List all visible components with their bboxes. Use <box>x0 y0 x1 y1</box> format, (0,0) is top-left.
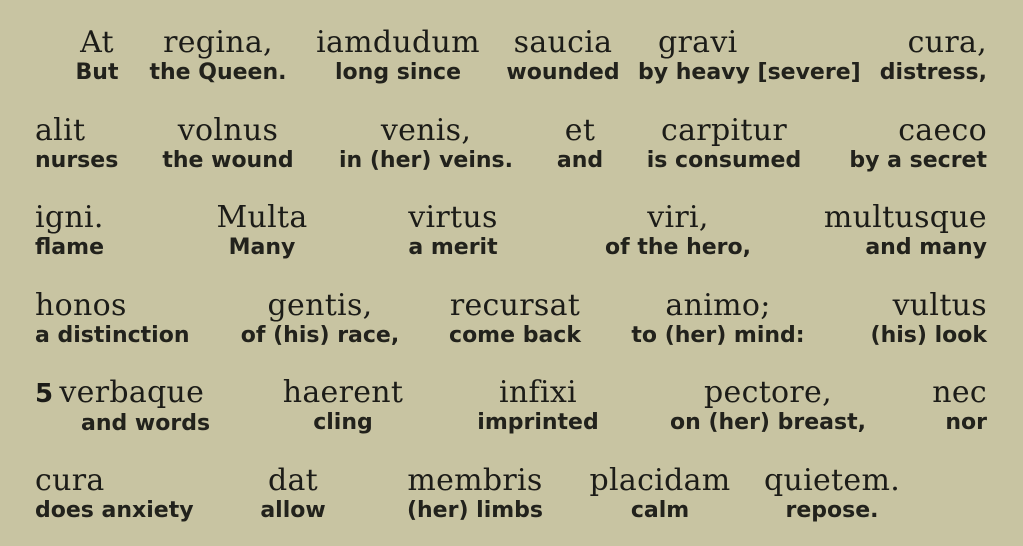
latin-word: carpitur <box>661 113 787 148</box>
word-pair <box>150 26 287 86</box>
word-pair <box>880 26 987 86</box>
word-pair <box>35 289 189 349</box>
word-pair <box>35 114 118 174</box>
word-pair <box>557 114 603 174</box>
english-gloss: distress, <box>879 60 987 85</box>
verse-line-4 <box>0 289 1023 359</box>
english-gloss: nor <box>945 410 987 435</box>
english-gloss: nurses <box>35 148 119 173</box>
english-gloss: is consumed <box>646 148 802 173</box>
word-pair <box>647 114 801 174</box>
line-number: 5 <box>35 379 54 409</box>
verse-line-6 <box>0 464 1023 534</box>
word-pair <box>216 201 307 261</box>
latin-word: cura, <box>907 25 987 60</box>
latin-word: igni. <box>35 200 104 235</box>
latin-word: virtus <box>408 200 498 235</box>
latin-word-with-line-number <box>35 376 210 411</box>
english-gloss: by heavy [severe] <box>638 60 861 85</box>
latin-word: Multa <box>216 200 308 235</box>
word-pair <box>283 376 404 436</box>
verse-line-5 <box>0 376 1023 446</box>
english-gloss: But <box>75 60 119 85</box>
latin-word: regina, <box>163 25 273 60</box>
latin-word: verbaque <box>59 375 205 410</box>
word-pair <box>849 114 987 174</box>
word-pair <box>764 464 900 524</box>
latin-word: dat <box>267 463 319 498</box>
english-gloss: and many <box>865 235 987 260</box>
latin-word: caeco <box>898 113 987 148</box>
word-pair <box>670 376 866 436</box>
latin-word: placidam <box>589 463 731 498</box>
english-gloss: repose. <box>785 498 879 523</box>
latin-word: saucia <box>513 25 613 60</box>
latin-word: gentis, <box>267 288 373 323</box>
word-pair <box>316 26 480 86</box>
word-pair <box>35 376 210 437</box>
english-gloss: the Queen. <box>149 60 287 85</box>
word-pair <box>932 376 987 436</box>
english-gloss: allow <box>260 498 326 523</box>
word-pair <box>638 26 861 86</box>
english-gloss: (her) limbs <box>406 498 544 523</box>
word-pair <box>339 114 513 174</box>
word-pair <box>449 289 581 349</box>
latin-word: infixi <box>499 375 577 410</box>
word-pair <box>605 201 751 261</box>
english-gloss: of (his) race, <box>240 323 400 348</box>
latin-word: honos <box>35 288 127 323</box>
english-gloss: wounded <box>506 60 620 85</box>
latin-word: animo; <box>665 288 771 323</box>
latin-word: membris <box>407 463 543 498</box>
latin-word: cura <box>35 463 105 498</box>
latin-word: recursat <box>449 288 581 323</box>
word-pair <box>824 201 987 261</box>
english-gloss: on (her) breast, <box>670 410 866 435</box>
latin-word: venis, <box>380 113 472 148</box>
word-pair <box>35 464 194 524</box>
latin-word: multusque <box>823 200 987 235</box>
latin-word: volnus <box>177 113 279 148</box>
english-gloss: calm <box>630 498 690 523</box>
word-pair <box>35 201 104 261</box>
word-pair <box>260 464 325 524</box>
word-pair <box>506 26 619 86</box>
word-pair <box>871 289 987 349</box>
word-pair <box>477 376 598 436</box>
english-gloss: come back <box>449 323 581 348</box>
english-gloss: Many <box>228 235 296 260</box>
latin-word: viri, <box>647 200 709 235</box>
latin-word: et <box>564 113 596 148</box>
english-gloss: does anxiety <box>35 498 194 523</box>
english-gloss: by a secret <box>849 148 987 173</box>
word-pair <box>407 464 543 524</box>
latin-word: vultus <box>892 288 987 323</box>
latin-word: At <box>80 25 114 60</box>
english-gloss: cling <box>313 410 373 435</box>
latin-word: gravi <box>658 25 738 60</box>
english-gloss: a distinction <box>35 323 190 348</box>
latin-word: alit <box>35 113 86 148</box>
english-gloss: a merit <box>408 235 498 260</box>
verse-line-3 <box>0 201 1023 271</box>
english-gloss: flame <box>35 235 104 260</box>
english-gloss: of the hero, <box>604 235 752 260</box>
english-gloss: and <box>556 148 604 173</box>
english-gloss: to (her) mind: <box>631 323 805 348</box>
english-gloss: imprinted <box>477 410 599 435</box>
verse-line-2 <box>0 114 1023 184</box>
latin-word: quietem. <box>763 463 901 498</box>
latin-word: nec <box>932 375 987 410</box>
word-pair <box>241 289 399 349</box>
english-gloss: (his) look <box>870 323 987 348</box>
latin-word: haerent <box>282 375 404 410</box>
word-pair <box>589 464 730 524</box>
verse-line-1 <box>0 26 1023 96</box>
word-pair <box>408 201 497 261</box>
english-gloss: in (her) veins. <box>339 148 513 173</box>
english-gloss: long since <box>335 60 461 85</box>
word-pair <box>76 26 119 86</box>
english-gloss: the wound <box>162 148 294 173</box>
latin-word: pectore, <box>704 375 832 410</box>
english-gloss: and words <box>81 411 211 436</box>
word-pair <box>631 289 804 349</box>
latin-word: iamdudum <box>316 25 480 60</box>
word-pair <box>162 114 293 174</box>
